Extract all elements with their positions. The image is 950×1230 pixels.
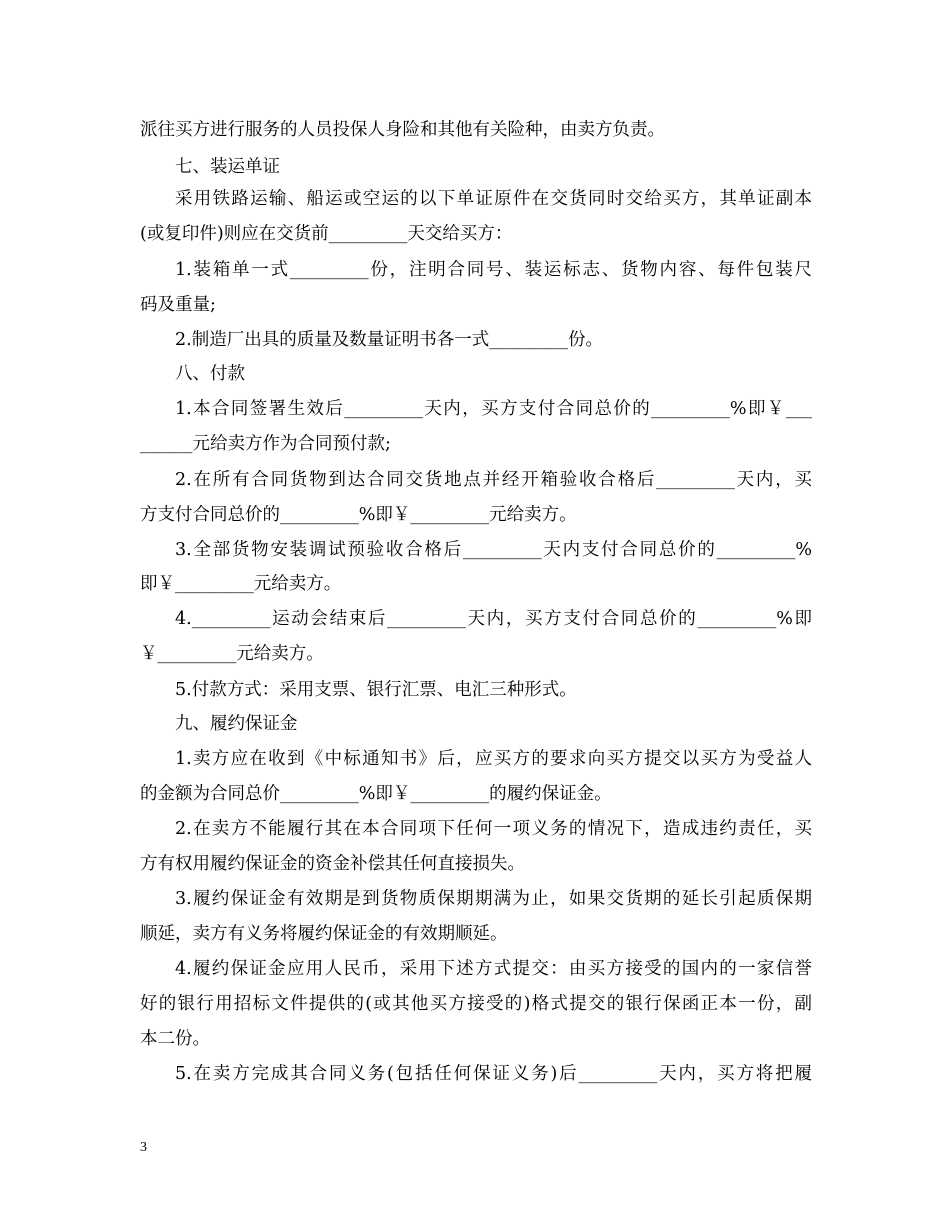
text-line: 码及重量;	[140, 295, 216, 315]
page-number: 3	[140, 1140, 147, 1155]
text-line: 2.在卖方不能履行其在本合同项下任何一项义务的情况下，造成违约责任，买	[175, 819, 812, 839]
text-line: (或复印件)则应在交货前_________天交给买方：	[140, 224, 513, 244]
section-heading: 九、履约保证金	[175, 714, 298, 734]
text-line: 采用铁路运输、船运或空运的以下单证原件在交货同时交给买方，其单证副本	[175, 189, 812, 209]
text-line: 好的银行用招标文件提供的(或其他买方接受的)格式提交的银行保函正本一份，副	[140, 994, 812, 1014]
text-line: 的金额为合同总价_________%即￥_________的履约保证金。	[140, 784, 612, 804]
text-line: 1.装箱单一式_________份，注明合同号、装运标志、货物内容、每件包装尺	[175, 260, 812, 280]
text-line: 即￥_________元给卖方。	[140, 574, 342, 594]
text-line: 4._________运动会结束后_________天内，买方支付合同总价的_________%即	[175, 609, 812, 629]
text-line: 1.本合同签署生效后_________天内，买方支付合同总价的_________%即￥___	[175, 399, 812, 419]
text-line: 4.履约保证金应用人民币，采用下述方式提交：由买方接受的国内的一家信誉	[175, 959, 812, 979]
text-line: 3.全部货物安装调试预验收合格后_________天内支付合同总价的_________%	[175, 540, 812, 560]
text-line: 5.付款方式：采用支票、银行汇票、电汇三种形式。	[175, 680, 577, 700]
text-line: 派往买方进行服务的人员投保人身险和其他有关险种，由卖方负责。	[140, 120, 665, 140]
text-line: 本二份。	[140, 1029, 210, 1049]
text-line: 5.在卖方完成其合同义务(包括任何保证义务)后_________天内，买方将把履	[175, 1064, 812, 1084]
text-line: 2.在所有合同货物到达合同交货地点并经开箱验收合格后_________天内，买	[175, 470, 812, 490]
text-line: ￥_________元给卖方。	[140, 644, 324, 664]
text-line: 顺延，卖方有义务将履约保证金的有效期顺延。	[140, 924, 508, 944]
text-line: 3.履约保证金有效期是到货物质保期期满为止，如果交货期的延长引起质保期	[175, 889, 812, 909]
text-line: 1.卖方应在收到《中标通知书》后，应买方的要求向买方提交以买方为受益人	[175, 749, 812, 769]
text-line: ______元给卖方作为合同预付款;	[140, 434, 391, 454]
section-heading: 七、装运单证	[175, 157, 280, 177]
text-line: 2.制造厂出具的质量及数量证明书各一式_________份。	[175, 330, 603, 350]
section-heading: 八、付款	[175, 364, 245, 384]
text-line: 方支付合同总价的_________%即￥_________元给卖方。	[140, 505, 577, 525]
text-line: 方有权用履约保证金的资金补偿其任何直接损失。	[140, 854, 525, 874]
